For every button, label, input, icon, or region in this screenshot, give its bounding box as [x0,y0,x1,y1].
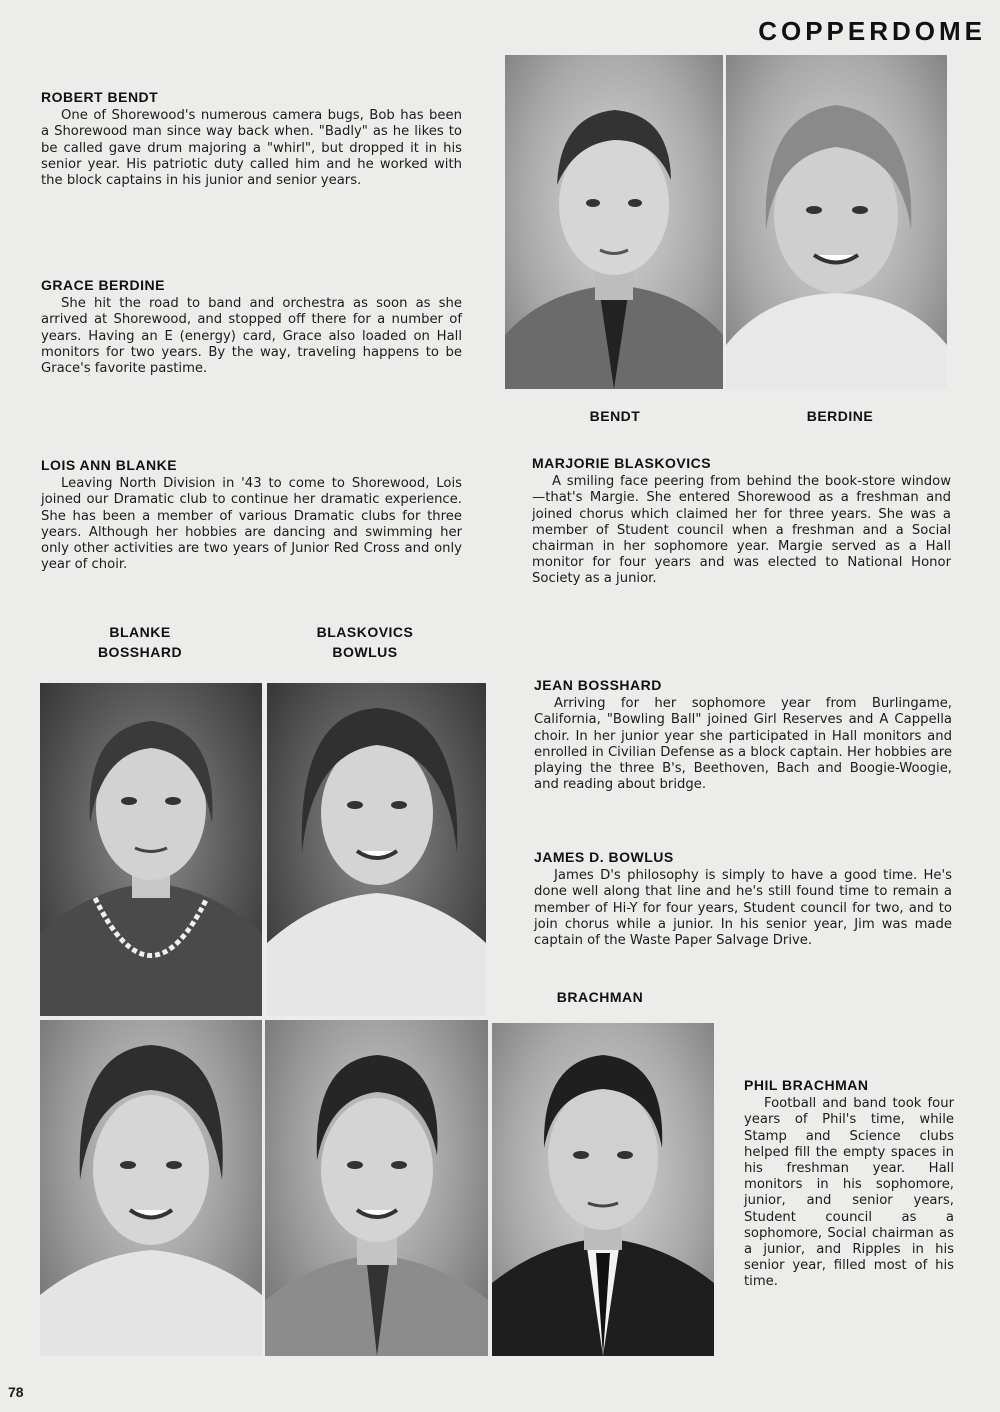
bio-text: Arriving for her sophomore year from Burlingame, California, "Bowling Ball" joined Girl Reserves and A Cappella choir. In her junior year she participated in Hall monitors and enrolled in Civilian Defense as a block captain. Her hobbies are playing the three B's, Beethoven, Bach and Boogie-Woogie, and reading about bridge. [534,696,952,793]
caption-berdine [785,406,895,426]
bio-brachman [744,1077,954,1291]
portrait-photo-bendt [505,55,723,389]
bio-name: MARJORIE BLASKOVICS [532,455,712,471]
bio-bowlus [534,849,952,949]
bio-text: Leaving North Division in '43 to come to Shorewood, Lois joined our Dramatic club to continue her dramatic experience. She has been a member of various Dramatic clubs for three years. Although her hobbies are dancing and swimming her only other activities are two years of Junior Red Cross and only year of choir. [41,476,462,573]
yearbook-title: COPPERDOME [758,16,986,46]
portrait-photo-bowlus [265,1020,488,1356]
caption-text: BOSSHARD [97,644,183,660]
bio-text: She hit the road to band and orchestra as soon as she arrived at Shorewood, and stopped off there for a number of years. Having an E (energy) card, Grace also loaded on Hall monitors for two years. By the way, traveling happens to be Grace's favorite pastime. [41,296,462,377]
caption-text: BLANKE [109,624,171,640]
bio-name: JAMES D. BOWLUS [534,849,674,865]
bio-name: GRACE BERDINE [41,277,165,293]
bio-name: PHIL BRACHMAN [744,1077,869,1093]
bio-text: A smiling face peering from behind the book-store window—that's Margie. She entered Shorewood as a freshman and joined chorus which claimed her for three years. She was a member of Student council when a freshman and a Social chairman in her sophomore year. Margie served as a Hall monitor for four years and was elected to National Honor Society as a junior. [532,474,951,587]
caption-brachman [545,987,655,1007]
caption-text: BOWLUS [332,644,398,660]
bio-blaskovics [532,455,951,588]
caption-text: BRACHMAN [556,989,644,1005]
bio-text: One of Shorewood's numerous camera bugs, Bob has been a Shorewood man since way back when. "Badly" as he likes to be called gave drum majoring a "whirl", but dropped it in his senior year. His patriotic duty called him and he worked with the block captains in his junior and senior years. [41,108,462,189]
portrait-photo-brachman [492,1023,714,1356]
caption-text: BENDT [589,408,641,424]
bio-name: ROBERT BENDT [41,89,159,105]
caption-text: BERDINE [806,408,874,424]
portrait-photo-bosshard [40,1020,262,1356]
bio-text: James D's philosophy is simply to have a good time. He's done well along that line and he's still found time to remain a member of Hi-Y for four years, Student council for two, and to join chorus while a junior. In his senior year, Jim was made captain of the Waste Paper Salvage Drive. [534,868,952,949]
portrait-photo-blaskovics [267,683,486,1016]
caption-text: BLASKOVICS [316,624,414,640]
caption-bendt [560,406,670,426]
bio-berdine [41,277,462,377]
caption-blaskovics-bowlus [300,622,430,662]
bio-name: JEAN BOSSHARD [534,677,662,693]
page-number: 78 [8,1384,24,1400]
bio-text: Football and band took four years of Phil's time, while Stamp and Science clubs helped fill the empty spaces in his freshman year. Hall monitors in his sophomore, junior, and senior years, Student council as a sophomore, Social chairman as a junior, and Ripples in his senior year, filled most of his time. [744,1096,954,1290]
bio-bendt [41,89,462,189]
portrait-photo-berdine [726,55,947,389]
bio-name: LOIS ANN BLANKE [41,457,178,473]
portrait-photo-blanke [40,683,262,1016]
bio-blanke [41,457,462,573]
bio-bosshard [534,677,952,793]
caption-blanke-bosshard [80,622,200,662]
